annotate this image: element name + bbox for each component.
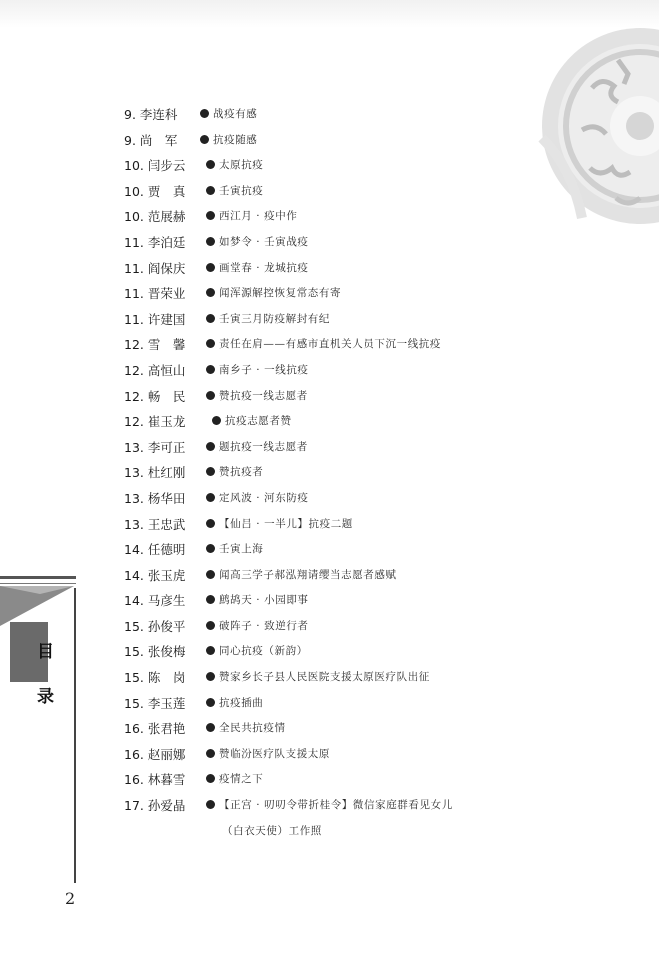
toc-entry[interactable] [124,742,644,768]
toc-author: 11. 许建国 [124,311,186,327]
toc-title: 闻浑源解控恢复常态有寄 [219,287,342,300]
toc-entry[interactable] [124,358,644,384]
sidebar-rule-vertical [74,588,76,883]
bullet-icon [200,109,209,118]
bullet-icon [206,391,215,400]
toc-entry[interactable] [124,665,644,691]
toc-author: 15. 陈 岗 [124,670,186,686]
toc-entry[interactable] [124,204,644,230]
toc-title: 赞抗疫一线志愿者 [219,389,308,402]
toc-author: 16. 林暮雪 [124,772,186,788]
bullet-icon [206,774,215,783]
bullet-icon [206,314,215,323]
toc-entry[interactable] [124,691,644,717]
bullet-icon [206,467,215,476]
toc-author: 12. 崔玉龙 [124,414,186,430]
toc-entry[interactable] [124,102,644,128]
toc-author: 10. 范展赫 [124,209,186,225]
bullet-icon [206,595,215,604]
bullet-icon [206,160,215,169]
toc-entry[interactable] [124,307,644,333]
toc-entry[interactable] [124,460,644,486]
toc-author: 12. 高恒山 [124,362,186,378]
toc-entry[interactable] [124,435,644,461]
toc-title: 赞抗疫者 [219,466,264,479]
bullet-icon [206,263,215,272]
toc-author: 10. 贾 真 [124,183,186,199]
toc-entry[interactable] [124,153,644,179]
bullet-icon [206,237,215,246]
toc-entry[interactable] [124,639,644,665]
toc-author: 16. 张君艳 [124,721,186,737]
sidebar-label-char: 录 [37,687,54,707]
toc-entry[interactable] [124,281,644,307]
bullet-icon [206,698,215,707]
toc-title: 南乡子 · 一线抗疫 [219,363,309,376]
toc-entry-continuation [124,819,644,845]
toc-author: 15. 李玉莲 [124,695,186,711]
toc-entry[interactable] [124,716,644,742]
bullet-icon [206,672,215,681]
toc-author: 14. 张玉虎 [124,567,186,583]
toc-author: 14. 任德明 [124,542,186,558]
toc-title: 西江月 · 疫中作 [219,210,298,223]
sidebar-label-char: 目 [37,642,54,662]
bullet-icon [206,339,215,348]
bullet-icon [206,493,215,502]
toc-author: 9. 尚 军 [124,132,178,148]
toc-title: 太原抗疫 [219,159,264,172]
toc-title: 同心抗疫（新韵） [219,645,308,658]
sidebar-rule-top [0,576,76,579]
toc-title: 抗疫随感 [213,133,258,146]
bullet-icon [206,544,215,553]
sidebar-rule-thin [0,583,76,584]
toc-author: 11. 阎保庆 [124,260,186,276]
toc-title: 【仙吕 · 一半儿】抗疫二题 [219,517,353,530]
toc-author: 13. 李可正 [124,439,186,455]
toc-author: 17. 孙爱晶 [124,798,186,814]
toc-title: 壬寅三月防疫解封有纪 [219,312,330,325]
toc-title: 题抗疫一线志愿者 [219,440,308,453]
toc-entry[interactable] [124,128,644,154]
toc-author: 15. 孙俊平 [124,618,186,634]
toc-title: 如梦令 · 壬寅战疫 [219,235,309,248]
toc-title: 【正宫 · 叨叨令带折桂令】微信家庭群看见女儿 [219,799,453,812]
toc-author: 12. 雪 馨 [124,337,186,353]
toc-entry[interactable] [124,537,644,563]
bullet-icon [206,646,215,655]
toc-title: 鹧鸪天 · 小园即事 [219,594,309,607]
toc-entry[interactable] [124,384,644,410]
toc-entry[interactable] [124,767,644,793]
toc-entry[interactable] [124,486,644,512]
bullet-icon [206,186,215,195]
toc-title: 破阵子 · 致逆行者 [219,619,309,632]
toc-title: 闻高三学子郝泓翔请缨当志愿者感赋 [219,568,397,581]
bullet-icon [206,570,215,579]
toc-author: 14. 马彦生 [124,593,186,609]
toc-title-continuation: （白衣天使）工作照 [222,824,322,837]
toc-title: 壬寅抗疫 [219,184,264,197]
bullet-icon [206,288,215,297]
sidebar-triangle-icon [0,586,74,626]
page-number: 2 [65,889,76,908]
toc-title: 抗疫志愿者赞 [225,415,292,428]
toc-author: 13. 杨华田 [124,490,186,506]
toc-entry[interactable] [124,563,644,589]
toc-title: 疫情之下 [219,773,264,786]
toc-entry[interactable] [124,230,644,256]
toc-entry[interactable] [124,256,644,282]
toc-author: 13. 杜红刚 [124,465,186,481]
bullet-icon [206,365,215,374]
toc-entry[interactable] [124,179,644,205]
toc-title: 责任在肩——有感市直机关人员下沉一线抗疫 [219,338,441,351]
toc-entry[interactable] [124,793,644,819]
toc-entry[interactable] [124,332,644,358]
bullet-icon [212,416,221,425]
toc-title: 战疫有感 [213,108,258,120]
bullet-icon [206,749,215,758]
toc-title: 壬寅上海 [219,543,264,556]
bullet-icon [206,800,215,809]
toc-author: 11. 晋荣业 [124,286,186,302]
toc-entry[interactable] [124,409,644,435]
bullet-icon [206,442,215,451]
toc-title: 画堂春 · 龙城抗疫 [219,261,309,274]
toc-title: 全民共抗疫情 [219,722,286,735]
toc-author: 15. 张俊梅 [124,644,186,660]
toc-author: 13. 王忠武 [124,516,186,532]
bullet-icon [206,723,215,732]
toc-author: 9. 李连科 [124,107,178,122]
bullet-icon [206,621,215,630]
toc-entry[interactable] [124,614,644,640]
toc-title: 赞家乡长子县人民医院支援太原医疗队出征 [219,671,430,684]
toc-author: 11. 李泊廷 [124,234,186,250]
toc-title: 赞临汾医疗队支援太原 [219,747,330,760]
toc-author: 12. 畅 民 [124,388,186,404]
bullet-icon [200,135,209,144]
toc-title: 定风波 · 河东防疫 [219,491,309,504]
toc-entry[interactable] [124,588,644,614]
toc-author: 16. 赵丽娜 [124,746,186,762]
bullet-icon [206,519,215,528]
bullet-icon [206,211,215,220]
toc-author: 10. 闫步云 [124,158,186,174]
toc-list [124,102,644,844]
toc-entry[interactable] [124,512,644,538]
toc-title: 抗疫插曲 [219,696,264,709]
